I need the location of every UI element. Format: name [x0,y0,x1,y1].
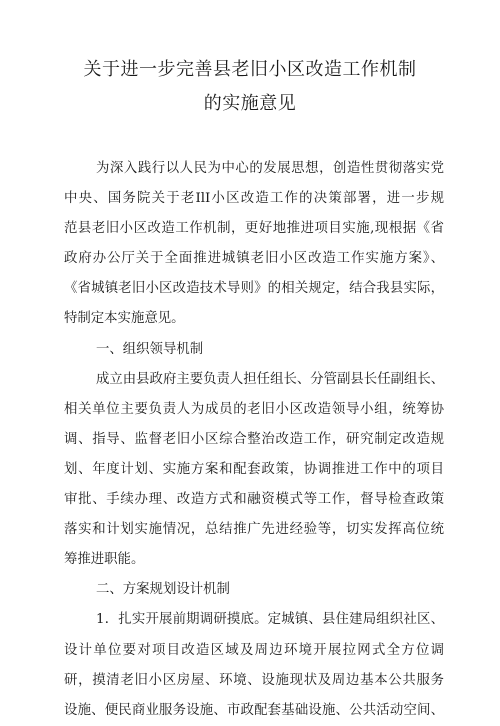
document-title-line-2: 的实施意见 [203,93,297,114]
paragraph-line: 筹推进职能。 [64,552,145,568]
paragraph-line: 设施、便民商业服务设施、市政配套基础设施、公共活动空间、 [64,702,444,718]
paragraph-line: 中央、国务院关于老IlI小区改造工作的决策部署，进一步规 [64,191,444,207]
paragraph-line: 设计单位要对项目改造区域及周边环境开展拉网式全方位调 [64,642,444,658]
paragraph-line: 落实和计划实施情况，总结推广先进经验等，切实发挥高位统 [64,522,444,538]
section-heading: 二、方案规划设计机制 [96,582,230,598]
paragraph-line: 特制定本实施意见。 [64,311,185,327]
paragraph-line: 政府办公厅关于全面推进城镇老旧小区改造工作实施方案》、 [64,251,444,267]
paragraph-line: 审批、手续办理、改造方式和融资模式等工作，督导检查政策 [64,492,444,508]
paragraph-line: 《省城镇老旧小区改造技术导则》的相关规定，结合我县实际， [64,281,444,297]
section-heading: 一、组织领导机制 [96,341,204,357]
paragraph-line: 研，摸清老旧小区房屋、环境、设施现状及周边基本公共服务 [64,672,444,688]
document-title-line-1: 关于进一步完善县老旧小区改造工作机制 [83,59,417,80]
document-body [64,154,444,726]
paragraph-line: 调、指导、监督老旧小区综合整治改造工作，研究制定改造规 [64,431,444,447]
paragraph-line: 相关单位主要负责人为成员的老旧小区改造领导小组，统筹协 [64,401,444,417]
paragraph-line: 1．扎实开展前期调研摸底。定城镇、县住建局组织社区、 [96,612,444,628]
paragraph-line: 范县老旧小区改造工作机制，更好地推进项目实施,现根据《省 [64,221,444,237]
paragraph-line: 成立由县政府主要负责人担任组长、分管副县长任副组长、 [96,371,444,387]
paragraph-line: 划、年度计划、实施方案和配套政策，协调推进工作中的项目 [64,461,444,477]
paragraph-line: 为深入践行以人民为中心的发展思想，创造性贯彻落实党 [96,161,444,176]
